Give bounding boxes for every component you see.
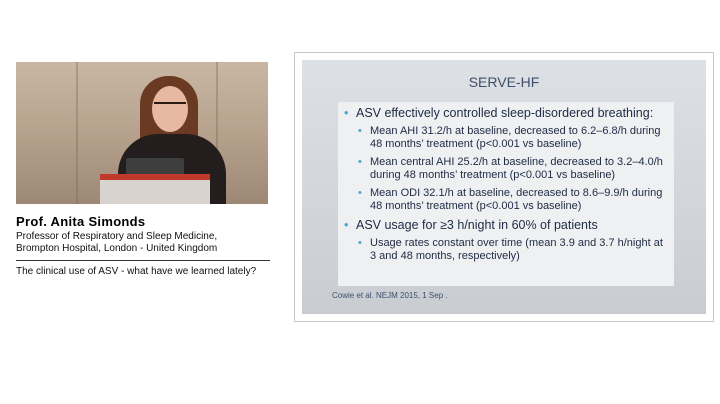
slide xyxy=(302,60,706,314)
bullet-item xyxy=(344,106,668,121)
bullet-text: Mean AHI 31.2/h at baseline, decreased to 6.2–6.8/h during 48 months’ treatment (p<0.001 vs baseline) xyxy=(370,125,661,150)
slide-citation: Cowie et al. NEJM 2015, 1 Sep . xyxy=(332,291,448,300)
bullet-item xyxy=(344,125,668,151)
bullet-text: ASV effectively controlled sleep-disordered breathing: xyxy=(356,106,654,120)
bullet-icon: • xyxy=(358,187,362,199)
speaker-affiliation-line1: Professor of Respiratory and Sleep Medicine, xyxy=(16,231,218,242)
slide-frame xyxy=(294,52,714,322)
slide-title: SERVE-HF xyxy=(468,74,540,90)
speaker-caption xyxy=(16,214,270,277)
caption-divider xyxy=(16,260,270,261)
podium xyxy=(100,174,210,204)
wall-panel-line xyxy=(76,62,78,204)
talk-title: The clinical use of ASV - what have we learned lately? xyxy=(16,266,257,277)
bullet-item xyxy=(344,187,668,213)
bullet-icon: • xyxy=(344,106,349,120)
bullet-item xyxy=(344,218,668,233)
speaker-video[interactable] xyxy=(16,62,268,204)
speaker-affiliation-line2: Brompton Hospital, London - United Kingdom xyxy=(16,243,218,254)
bullet-text: Mean central AHI 25.2/h at baseline, decreased to 3.2–4.0/h during 48 months’ treatment (p<0.001 vs baseline) xyxy=(370,156,663,181)
bullet-text: Mean ODI 32.1/h at baseline, decreased to 8.6–9.9/h during 48 months’ treatment (p<0.001 vs baseline) xyxy=(370,187,663,212)
bullet-text: ASV usage for ≥3 h/night in 60% of patients xyxy=(356,218,598,232)
bullet-icon: • xyxy=(358,156,362,168)
slide-body xyxy=(338,102,674,286)
speaker-glasses xyxy=(154,102,186,112)
bullet-icon: • xyxy=(358,125,362,137)
bullet-item xyxy=(344,237,668,263)
bullet-icon: • xyxy=(344,218,349,232)
speaker-name: Prof. Anita Simonds xyxy=(16,214,146,229)
bullet-text: Usage rates constant over time (mean 3.9 and 3.7 h/night at 3 and 48 months, respectively) xyxy=(370,237,663,262)
bullet-item xyxy=(344,156,668,182)
bullet-icon: • xyxy=(358,237,362,249)
